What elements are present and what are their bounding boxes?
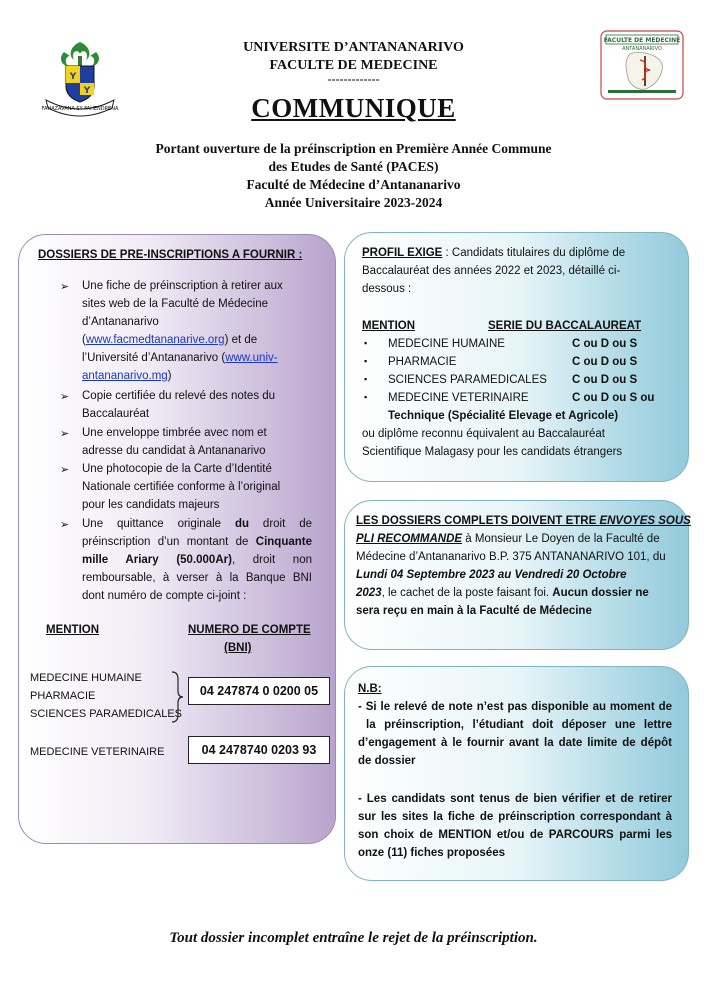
nb-line: son choix de MENTION et/ou de PARCOURS parmi les bbox=[358, 829, 672, 841]
dossier-item-line bbox=[82, 534, 312, 552]
profil-intro-line: Baccalauréat des années 2022 et 2023, détaillé ci- bbox=[362, 265, 621, 277]
envoi-line: sera reçu en main à la Faculté de Médecine bbox=[356, 605, 592, 617]
dossier-item-line: Baccalauréat bbox=[82, 408, 150, 420]
nb-line: sur les sites la fiche de préinscription correspondant à bbox=[358, 811, 672, 823]
dossier-item-line: Nationale certifiée conforme à l’original bbox=[82, 481, 281, 493]
text-fragment: Aucun dossier ne bbox=[552, 587, 649, 599]
account-number-box: 04 2478740 0203 93 bbox=[188, 736, 330, 764]
dossier-item-line: Une photocopie de la Carte d’Identité bbox=[82, 463, 272, 475]
text-fragment: 2023 bbox=[356, 587, 382, 599]
account-mention: PHARMACIE bbox=[30, 690, 96, 702]
arrow-bullet-icon: ➢ bbox=[60, 391, 70, 403]
dossier-item-line: Une fiche de préinscription à retirer aux bbox=[82, 280, 283, 292]
dossier-item-line bbox=[82, 516, 312, 534]
right-brace-icon bbox=[170, 671, 184, 723]
university-name: UNIVERSITE D’ANTANANARIVO bbox=[243, 40, 464, 55]
profil-col-mention: MENTION bbox=[362, 320, 416, 332]
table-header-account-bni: (BNI) bbox=[224, 642, 252, 654]
nb-label: N.B: bbox=[358, 683, 382, 695]
dossier-item-line: Une enveloppe timbrée avec nom et bbox=[82, 427, 267, 439]
subtitle-line: Portant ouverture de la préinscription en Première Année Commune bbox=[155, 141, 552, 156]
text-fragment: , droit non bbox=[231, 554, 312, 566]
faculty-name: FACULTE DE MEDECINE bbox=[269, 58, 438, 73]
envoi-line bbox=[356, 531, 660, 549]
subtitle-line: Faculté de Médecine d’Antananarivo bbox=[246, 177, 461, 192]
square-bullet-icon: ▪ bbox=[364, 392, 368, 402]
arrow-bullet-icon: ➢ bbox=[60, 519, 70, 531]
profil-row-serie: C ou D ou S bbox=[572, 374, 638, 386]
faculty-logo-line1: FACULTE DE MEDECINE bbox=[603, 37, 681, 44]
profil-equiv-line: ou diplôme reconnu équivalent au Baccalauréat bbox=[362, 428, 605, 440]
profil-intro-line bbox=[362, 245, 625, 263]
text-fragment: : Candidats titulaires du diplôme de bbox=[442, 247, 626, 259]
profil-row-mention: MEDECINE VETERINAIRE bbox=[388, 392, 529, 404]
text-fragment: Cinquante bbox=[255, 536, 312, 548]
text-fragment: ENVOYES SOUS bbox=[599, 515, 691, 527]
univ-website-link[interactable]: www.univ- bbox=[225, 352, 278, 364]
text-fragment: PLI RECOMMANDE bbox=[356, 533, 463, 545]
footer-note: Tout dossier incomplet entraîne le rejet de la préinscription. bbox=[169, 930, 538, 946]
text-fragment: ) bbox=[167, 370, 172, 382]
square-bullet-icon: ▪ bbox=[364, 338, 368, 348]
profil-row-mention: PHARMACIE bbox=[388, 356, 457, 368]
nb-line: d’engagement à le fournir avant la date limite de dépôt bbox=[358, 737, 672, 749]
dossier-item-line bbox=[82, 368, 172, 386]
nb-line: onze (11) fiches proposées bbox=[358, 847, 505, 859]
text-fragment: préinscription d’un montant de bbox=[82, 536, 256, 548]
profil-equiv-line: Scientifique Malagasy pour les candidats étrangers bbox=[362, 446, 623, 458]
profil-row-serie: C ou D ou S bbox=[572, 338, 638, 350]
nb-line: de dossier bbox=[358, 755, 416, 767]
envoi-line bbox=[356, 585, 649, 603]
square-bullet-icon: ▪ bbox=[364, 374, 368, 384]
account-mention: MEDECINE HUMAINE bbox=[30, 672, 142, 684]
text-fragment: LES DOSSIERS COMPLETS DOIVENT ETRE bbox=[356, 515, 600, 527]
envoi-line bbox=[356, 513, 691, 531]
table-header-account: NUMERO DE COMPTE bbox=[188, 624, 311, 636]
nb-line: - Si le relevé de note n’est pas disponible au moment de bbox=[358, 701, 672, 713]
dossier-item-line: d’Antananarivo bbox=[82, 316, 159, 328]
table-header-mention: MENTION bbox=[46, 624, 100, 636]
text-fragment: , le cachet de la poste faisant foi. bbox=[381, 587, 553, 599]
account-mention: MEDECINE VETERINAIRE bbox=[30, 746, 165, 758]
svg-text:Y: Y bbox=[83, 86, 91, 96]
subtitle bbox=[0, 140, 707, 212]
nb-line: - Les candidats sont tenus de bien vérifier et de retirer bbox=[358, 793, 672, 805]
dossier-item-line: pour les candidats majeurs bbox=[82, 499, 220, 511]
dossier-item-line: (www.facmedtananarive.org) et de bbox=[82, 334, 258, 346]
account-mention: SCIENCES PARAMEDICALES bbox=[30, 708, 183, 720]
crest-motto: FAHAZAVANA SY FAHENDRENA bbox=[41, 106, 119, 112]
profil-row-mention: SCIENCES PARAMEDICALES bbox=[388, 374, 547, 386]
envoi-line: Médecine d’Antananarivo B.P. 375 ANTANANARIVO 101, du bbox=[356, 551, 666, 563]
text-fragment: mille Ariary (50.000Ar) bbox=[82, 554, 232, 566]
profil-row-mention: MEDECINE HUMAINE bbox=[388, 338, 505, 350]
text-fragment: ) et de bbox=[224, 334, 258, 346]
nb-line: la préinscription, l’étudiant doit déposer une lettre bbox=[366, 719, 672, 731]
dossier-item-line: adresse du candidat à Antananarivo bbox=[82, 445, 266, 457]
profil-label: PROFIL EXIGE bbox=[362, 247, 443, 259]
dossier-item-line bbox=[82, 350, 278, 368]
faculty-logo-line2: ANTANANARIVO bbox=[622, 46, 662, 52]
dossier-item-line: remboursable, à verser à la Banque BNI bbox=[82, 572, 312, 584]
subtitle-line: Année Universitaire 2023-2024 bbox=[264, 195, 443, 210]
svg-text:Y: Y bbox=[69, 72, 77, 82]
arrow-bullet-icon: ➢ bbox=[60, 281, 70, 293]
arrow-bullet-icon: ➢ bbox=[60, 428, 70, 440]
profil-col-serie: SERIE DU BACCALAUREAT bbox=[488, 320, 642, 332]
dossier-item-line bbox=[82, 552, 312, 570]
profil-row-serie: C ou D ou S bbox=[572, 356, 638, 368]
profil-intro-line: dessous : bbox=[362, 283, 412, 295]
page-title: COMMUNIQUE bbox=[251, 93, 456, 123]
dossiers-heading: DOSSIERS DE PRE-INSCRIPTIONS A FOURNIR : bbox=[38, 249, 303, 261]
profil-technique: Technique (Spécialité Elevage et Agricole) bbox=[388, 410, 619, 422]
text-fragment: du bbox=[234, 518, 250, 530]
facmed-website-link[interactable]: www.facmedtananarive.org bbox=[85, 334, 225, 346]
faculty-logo bbox=[600, 30, 684, 100]
subtitle-line: des Etudes de Santé (PACES) bbox=[268, 159, 439, 174]
text-fragment: à Monsieur Le Doyen de la Faculté de bbox=[462, 533, 660, 545]
header-separator: ------------- bbox=[327, 72, 380, 86]
dossier-item-line: Copie certifiée du relevé des notes du bbox=[82, 390, 276, 402]
arrow-bullet-icon: ➢ bbox=[60, 464, 70, 476]
profil-row-serie: C ou D ou S ou bbox=[572, 392, 655, 404]
text-fragment: l’Université d’Antananarivo ( bbox=[82, 352, 226, 364]
text-fragment: Une quittance originale bbox=[82, 518, 235, 530]
text-fragment: droit de bbox=[249, 518, 312, 530]
dossier-item-line: dont numéro de compte ci-joint : bbox=[82, 590, 247, 602]
account-number-box: 04 247874 0 0200 05 bbox=[188, 677, 330, 705]
square-bullet-icon: ▪ bbox=[364, 356, 368, 366]
dossier-item-line: sites web de la Faculté de Médecine bbox=[82, 298, 269, 310]
univ-website-link-cont[interactable]: antananarivo.mg bbox=[82, 370, 168, 382]
envoi-dates: Lundi 04 Septembre 2023 au Vendredi 20 Octobre bbox=[356, 569, 627, 581]
university-crest-logo bbox=[40, 38, 120, 118]
